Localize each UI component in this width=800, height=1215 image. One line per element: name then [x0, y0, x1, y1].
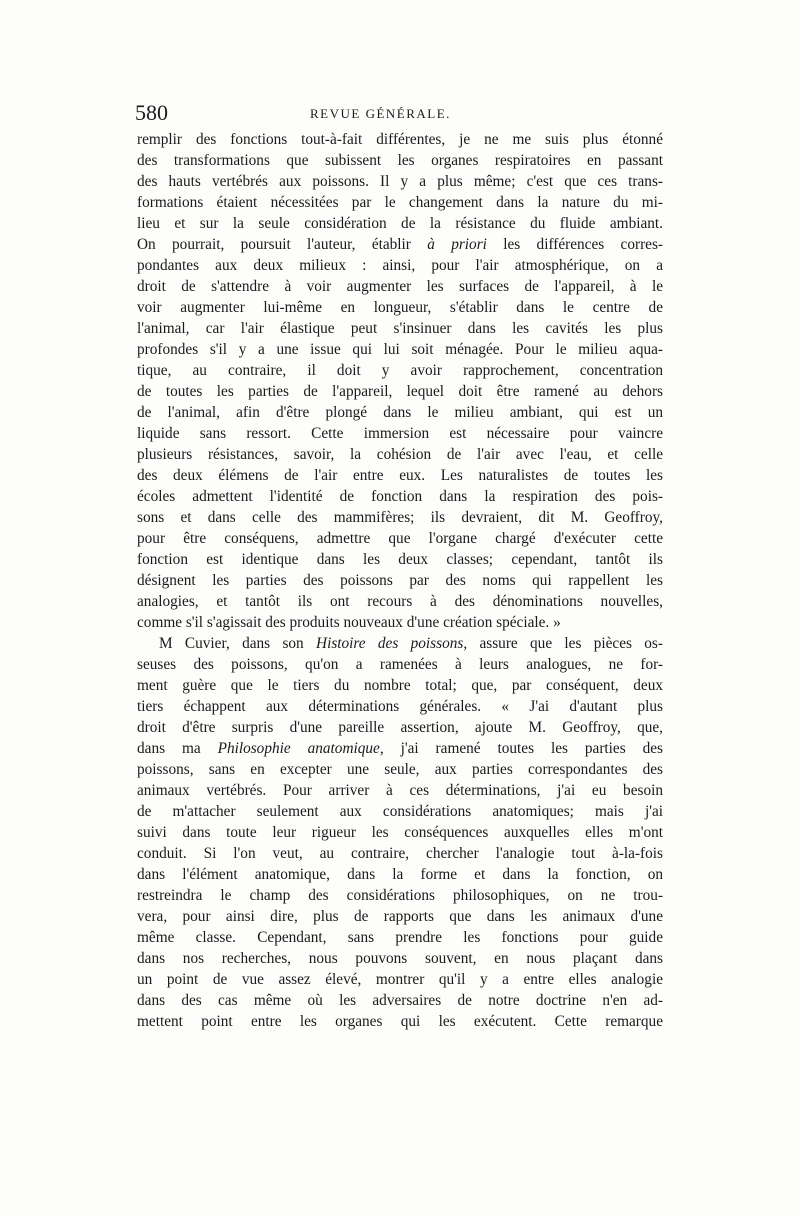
text-line: de toutes les parties de l'appareil, lequel doit être ramené au dehors: [137, 383, 663, 400]
text-line: comme s'il s'agissait des produits nouveaux d'une création spéciale. »: [137, 614, 561, 631]
text-line: ment guère que le tiers du nombre total; que, par conséquent, deux: [137, 677, 663, 694]
text-line: seuses des poissons, qu'on a ramenées à leurs analogues, ne for-: [137, 656, 663, 673]
italic-title: Philosophie anatomique: [217, 740, 380, 757]
text-line: dans l'élément anatomique, dans la forme et dans la fonction, on: [137, 866, 663, 883]
text-line: [137, 234, 663, 255]
text-line: [137, 633, 663, 654]
italic-title: Histoire des poissons: [316, 635, 464, 652]
text-line: un point de vue assez élevé, montrer qu'il y a entre elles analogie: [137, 971, 663, 988]
text-segment: les différences corres-: [486, 236, 663, 253]
text-line: même classe. Cependant, sans prendre les fonctions pour guide: [137, 929, 663, 946]
text-line: pour être conséquens, admettre que l'organe chargé d'exécuter cette: [137, 530, 663, 547]
text-line: désignent les parties des poissons par des noms qui rappellent les: [137, 572, 663, 589]
text-line: [137, 738, 663, 759]
text-line: de m'attacher seulement aux considérations anatomiques; mais j'ai: [137, 803, 663, 820]
text-line: poissons, sans en excepter une seule, aux parties correspondantes des: [137, 761, 663, 778]
running-head: REVUE GÉNÉRALE.: [310, 106, 451, 121]
text-line: animaux vertébrés. Pour arriver à ces déterminations, j'ai eu besoin: [137, 782, 663, 799]
text-segment: , assure que les pièces os-: [463, 635, 663, 652]
text-line: dans nos recherches, nous pouvons souvent, en nous plaçant dans: [137, 950, 663, 967]
text-line: des hauts vertébrés aux poissons. Il y a plus même; c'est que ces trans-: [137, 173, 663, 190]
text-segment: M Cuvier, dans son: [159, 635, 317, 652]
text-line: des deux élémens de l'air entre eux. Les naturalistes de toutes les: [137, 467, 663, 484]
italic-title: à priori: [427, 236, 487, 253]
text-line: remplir des fonctions tout-à-fait différentes, je ne me suis plus étonné: [137, 131, 663, 148]
text-line: pondantes aux deux milieux : ainsi, pour l'air atmosphérique, on a: [137, 257, 663, 274]
body-text: [137, 129, 663, 1032]
text-line: restreindra le champ des considérations philosophiques, on ne trou-: [137, 887, 663, 904]
page-header: [135, 100, 665, 130]
text-line: vera, pour ainsi dire, plus de rapports que dans les animaux d'une: [137, 908, 663, 925]
text-line: mettent point entre les organes qui les exécutent. Cette remarque: [137, 1013, 663, 1030]
text-line: analogies, et tantôt ils ont recours à des dénominations nouvelles,: [137, 593, 663, 610]
text-line: lieu et sur la seule considération de la résistance du fluide ambiant.: [137, 215, 663, 232]
text-segment: dans ma: [137, 740, 218, 757]
text-line: formations étaient nécessitées par le changement dans la nature du mi-: [137, 194, 663, 211]
text-line: conduit. Si l'on veut, au contraire, chercher l'analogie tout à-la-fois: [137, 845, 663, 862]
text-line: voir augmenter lui-même en longueur, s'établir dans le centre de: [137, 299, 663, 316]
page-number: 580: [135, 100, 168, 125]
text-line: de l'animal, afin d'être plongé dans le milieu ambiant, qui est un: [137, 404, 663, 421]
text-line: plusieurs résistances, savoir, la cohésion de l'air avec l'eau, et celle: [137, 446, 663, 463]
text-line: écoles admettent l'identité de fonction dans la respiration des pois-: [137, 488, 663, 505]
text-line: suivi dans toute leur rigueur les conséquences auxquelles elles m'ont: [137, 824, 663, 841]
text-line: sons et dans celle des mammifères; ils devraient, dit M. Geoffroy,: [137, 509, 663, 526]
text-line: liquide sans ressort. Cette immersion est nécessaire pour vaincre: [137, 425, 663, 442]
text-line: tique, au contraire, il doit y avoir rapprochement, concentration: [137, 362, 663, 379]
text-segment: On pourrait, poursuit l'auteur, établir: [137, 236, 428, 253]
text-line: dans des cas même où les adversaires de notre doctrine n'en ad-: [137, 992, 663, 1009]
text-line: profondes s'il y a une issue qui lui soit ménagée. Pour le milieu aqua-: [137, 341, 663, 358]
text-line: droit d'être surpris d'une pareille assertion, ajoute M. Geoffroy, que,: [137, 719, 663, 736]
text-line: l'animal, car l'air élastique peut s'insinuer dans les cavités les plus: [137, 320, 663, 337]
text-line: tiers échappent aux déterminations générales. « J'ai d'autant plus: [137, 698, 663, 715]
text-line: des transformations que subissent les organes respiratoires en passant: [137, 152, 663, 169]
text-segment: , j'ai ramené toutes les parties des: [379, 740, 663, 757]
text-line: droit de s'attendre à voir augmenter les surfaces de l'appareil, à le: [137, 278, 663, 295]
text-line: fonction est identique dans les deux classes; cependant, tantôt ils: [137, 551, 663, 568]
